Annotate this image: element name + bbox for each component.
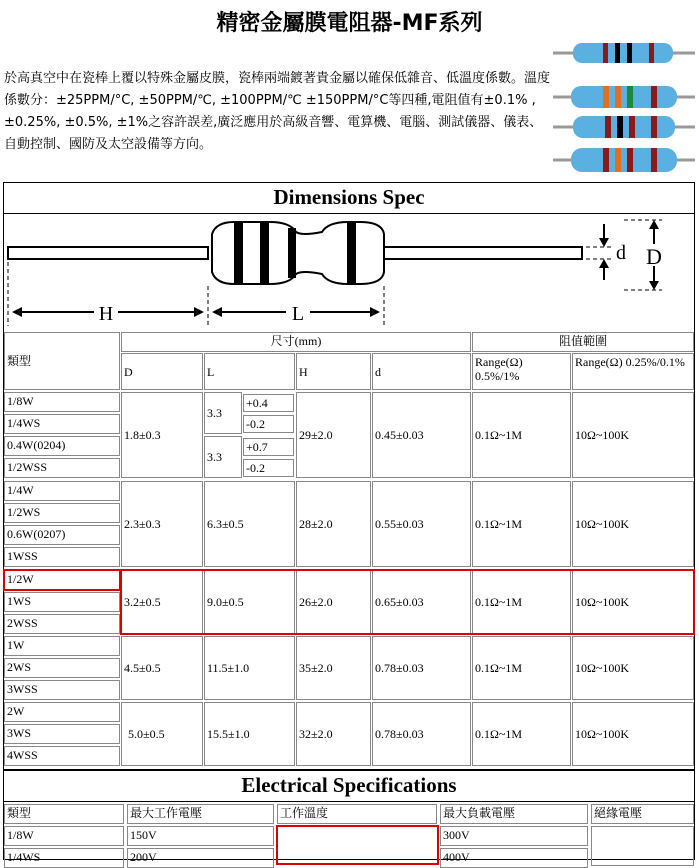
type-cell: 1/4W bbox=[4, 481, 120, 501]
max-load-voltage-cell: 400V bbox=[440, 848, 588, 868]
type-cell: 1/2WS bbox=[4, 503, 120, 523]
range-cell: 0.1Ω~1M bbox=[472, 481, 571, 567]
l-tolerance: -0.2 bbox=[243, 415, 294, 433]
dim-label-big-d: D bbox=[646, 244, 662, 269]
electrical-header: Electrical Specifications bbox=[241, 773, 457, 797]
col-header-type: 類型 bbox=[4, 804, 124, 824]
dim-label-l: L bbox=[291, 303, 305, 325]
d-cell: 5.0±0.5 bbox=[121, 702, 203, 766]
intro-paragraph: 於高真空中在瓷棒上覆以特殊金屬皮膜，瓷棒兩端鍍著貴金屬以確保低雜音、低溫度係數。溫度係數分：±25PPM/°C, ±50PPM/℃, ±100PPM/℃ ±150PPM/°C等四種,電阻值有±0.1% ,±0.25%, ±0.5%, ±1%之容許誤差,廣泛應用於高級音響、電算機、電腦、測試儀器、儀表、自動控制、國防及太空設備等方向。 bbox=[4, 71, 551, 152]
type-cell: 1WS bbox=[4, 592, 120, 612]
range-cell: 10Ω~100K bbox=[572, 570, 694, 634]
range-cell: 10Ω~100K bbox=[572, 392, 694, 478]
dim-label-h: H bbox=[98, 303, 114, 325]
type-cell: 2WSS bbox=[4, 614, 120, 634]
dim-label-small-d: d bbox=[616, 242, 626, 264]
l-cell: 6.3±0.5 bbox=[204, 481, 295, 567]
highlight-box bbox=[3, 569, 121, 591]
type-cell: 1/2W bbox=[4, 570, 120, 590]
l-cell: 11.5±1.0 bbox=[204, 636, 295, 700]
col-header-l: L bbox=[204, 353, 295, 390]
d-cell: 3.2±0.5 bbox=[121, 570, 203, 634]
col-header-d: D bbox=[121, 353, 203, 390]
resistor-photo bbox=[553, 82, 695, 112]
type-cell: 4WSS bbox=[4, 746, 120, 766]
dimensions-header: Dimensions Spec bbox=[273, 185, 425, 209]
resistor-photo bbox=[553, 38, 695, 68]
highlight-box bbox=[120, 569, 695, 635]
max-load-voltage-cell: 300V bbox=[440, 826, 588, 846]
small-d-cell: 0.78±0.03 bbox=[372, 702, 471, 766]
col-header-max-load-voltage: 最大負載電壓 bbox=[440, 804, 588, 824]
l-tolerance: -0.2 bbox=[243, 459, 294, 477]
l-cell: 3.3 bbox=[204, 392, 242, 434]
small-d-cell: 0.78±0.03 bbox=[372, 636, 471, 700]
type-cell: 1/4WS bbox=[4, 414, 120, 434]
h-cell: 35±2.0 bbox=[296, 636, 371, 700]
small-d-cell: 0.55±0.03 bbox=[372, 481, 471, 567]
resistor-photo bbox=[553, 112, 695, 142]
d-cell: 1.8±0.3 bbox=[121, 392, 203, 478]
h-cell: 28±2.0 bbox=[296, 481, 371, 567]
type-cell: 1W bbox=[4, 636, 120, 656]
max-work-voltage-cell: 200V bbox=[127, 848, 274, 868]
range-cell: 10Ω~100K bbox=[572, 636, 694, 700]
col-header-range-2: Range(Ω) 0.25%/0.1% bbox=[572, 353, 694, 390]
type-cell: 1/4WS bbox=[4, 848, 124, 868]
range-cell: 0.1Ω~1M bbox=[472, 702, 571, 766]
type-cell: 3WSS bbox=[4, 680, 120, 700]
type-cell: 0.4W(0204) bbox=[4, 436, 120, 456]
l-tolerance: +0.4 bbox=[243, 394, 294, 412]
type-cell: 1/8W bbox=[4, 826, 124, 846]
col-header-small-d: d bbox=[372, 353, 471, 390]
range-cell: 0.1Ω~1M bbox=[472, 570, 571, 634]
col-header-range-1: Range(Ω) 0.5%/1% bbox=[472, 353, 571, 390]
page-title: 精密金屬膜電阻器-MF系列 bbox=[216, 11, 483, 36]
d-cell: 4.5±0.5 bbox=[121, 636, 203, 700]
type-cell: 2WS bbox=[4, 658, 120, 678]
type-cell: 3WS bbox=[4, 724, 120, 744]
resistor-photo bbox=[553, 145, 695, 175]
col-header-operating-temp: 工作溫度 bbox=[277, 804, 437, 824]
type-cell: 1WSS bbox=[4, 547, 120, 567]
type-cell: 0.6W(0207) bbox=[4, 525, 120, 545]
l-tolerance: +0.7 bbox=[243, 438, 294, 456]
small-d-cell: 0.45±0.03 bbox=[372, 392, 471, 478]
col-header-range: 阻值範圍 bbox=[472, 332, 694, 352]
col-header-max-work-voltage: 最大工作電壓 bbox=[127, 804, 274, 824]
highlight-box bbox=[276, 825, 439, 865]
l-cell: 3.3 bbox=[204, 436, 242, 478]
dimension-diagram bbox=[4, 214, 694, 330]
type-cell: 1/2WSS bbox=[4, 458, 120, 478]
col-header-size: 尺寸(mm) bbox=[121, 332, 471, 352]
type-cell: 2W bbox=[4, 702, 120, 722]
l-cell: 15.5±1.0 bbox=[204, 702, 295, 766]
range-cell: 0.1Ω~1M bbox=[472, 636, 571, 700]
range-cell: 10Ω~100K bbox=[572, 702, 694, 766]
small-d-cell: 0.65±0.03 bbox=[372, 570, 471, 634]
range-cell: 10Ω~100K bbox=[572, 481, 694, 567]
h-cell: 29±2.0 bbox=[296, 392, 371, 478]
l-cell: 9.0±0.5 bbox=[204, 570, 295, 634]
h-cell: 26±2.0 bbox=[296, 570, 371, 634]
max-work-voltage-cell: 150V bbox=[127, 826, 274, 846]
col-header-h: H bbox=[296, 353, 371, 390]
insulation-voltage-cell bbox=[591, 826, 694, 866]
range-cell: 0.1Ω~1M bbox=[472, 392, 571, 478]
d-cell: 2.3±0.3 bbox=[121, 481, 203, 567]
col-header-type: 類型 bbox=[4, 332, 120, 390]
col-header-insulation-voltage: 絕緣電壓 bbox=[591, 804, 694, 824]
h-cell: 32±2.0 bbox=[296, 702, 371, 766]
type-cell: 1/8W bbox=[4, 392, 120, 412]
